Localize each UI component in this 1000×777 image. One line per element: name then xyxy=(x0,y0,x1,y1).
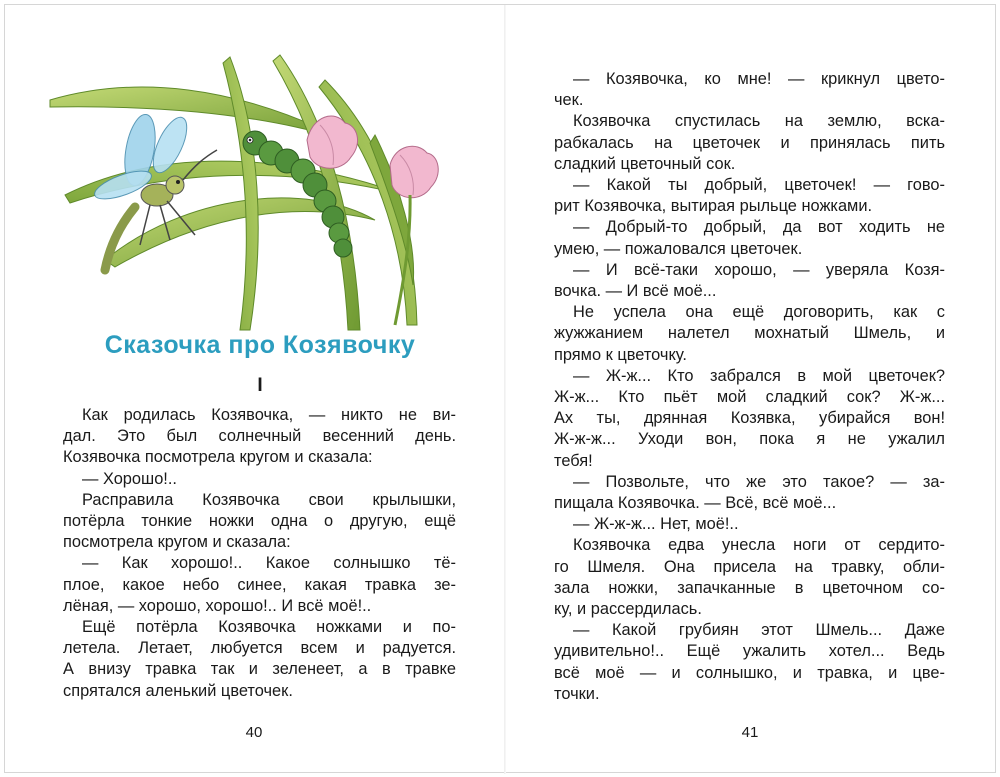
text-line: — Козявочка, ко мне! — крикнул цвето- xyxy=(573,70,945,88)
text-line: Ж-ж-ж... Уходи вон, пока я не ужалил xyxy=(554,430,945,449)
text-line: го Шмеля. Она присела на травку, обли- xyxy=(554,557,945,576)
story-title: Сказочка про Козявочку xyxy=(104,331,416,359)
text-line: Козявочка спустилась на землю, вска- xyxy=(573,112,945,131)
text-line: Ещё потёрла Козявочка ножками и по- xyxy=(82,618,456,637)
text-line: плое, какое небо синее, какая травка зе- xyxy=(63,575,456,594)
text-line: чек. xyxy=(554,91,584,110)
text-line: Ах ты, дрянная Козявка, убирайся вон! xyxy=(554,409,945,428)
book-spread xyxy=(4,4,996,773)
right-page-text xyxy=(554,69,945,705)
text-line: рит Козявочка, вытирая рыльце ножками. xyxy=(554,197,873,216)
text-line: Ж-ж... Кто пьёт мой сладкий сок? Ж-ж... xyxy=(554,388,945,407)
text-line: Расправила Козявочка свои крылышки, xyxy=(82,490,456,509)
text-line: пищала Козявочка. — Всё, всё моё... xyxy=(554,494,837,513)
text-line: — Какой ты добрый, цветочек! — гово- xyxy=(573,176,945,195)
text-line: Козявочка посмотрела кругом и сказала: xyxy=(63,448,373,467)
text-line: лёная, — хорошо, хорошо!.. И всё моё!.. xyxy=(63,596,372,615)
text-line: — Позвольте, что же это такое? — за- xyxy=(573,472,945,491)
text-line: зала ножки, запачканные в цветочном со- xyxy=(554,578,945,597)
page-number-left: 40 xyxy=(245,724,263,741)
text-line: — Ж-ж-ж... Нет, моё!.. xyxy=(573,515,739,534)
text-line: — И всё-таки хорошо, — уверяла Козя- xyxy=(573,260,945,279)
text-line: посмотрела кругом и сказала: xyxy=(63,533,291,552)
text-line: — Какой грубиян этот Шмель... Даже xyxy=(573,621,945,640)
text-line: Не успела она ещё договорить, как с xyxy=(573,303,945,322)
text-line: точки. xyxy=(554,684,600,703)
text-line: А внизу травка так и зеленеет, а в травке xyxy=(63,660,456,679)
text-line: спрятался аленький цветочек. xyxy=(63,681,293,700)
grass-illustration xyxy=(45,45,465,335)
text-line: прямо к цветочку. xyxy=(554,345,687,364)
text-line: всё моё — и солнышко, и травка, и цве- xyxy=(554,663,945,682)
text-line: дал. Это был солнечный весенний день. xyxy=(63,427,456,446)
text-line: удивительно!.. Ещё ужалить хотел... Ведь xyxy=(554,642,945,661)
text-line: потёрла тонкие ножки одна о другую, ещё xyxy=(63,512,456,531)
page-number-right: 41 xyxy=(741,724,759,741)
text-line: тебя! xyxy=(554,451,593,470)
text-line: ку, и рассердилась. xyxy=(554,600,702,619)
chapter-number: I xyxy=(257,375,263,396)
text-line: вочка. — И всё моё... xyxy=(554,282,717,301)
text-line: — Добрый-то добрый, да вот ходить не xyxy=(573,218,945,237)
book-gutter xyxy=(504,5,506,774)
left-page-text xyxy=(63,405,456,702)
text-line: — Как хорошо!.. Какое солнышко тё- xyxy=(82,554,456,573)
text-line: летела. Летает, любуется всем и радуется. xyxy=(63,639,456,658)
text-line: — Ж-ж... Кто забрался в мой цветочек? xyxy=(573,366,945,385)
text-line: сладкий цветочный сок. xyxy=(554,154,736,173)
text-line: жужжанием налетел мохнатый Шмель, и xyxy=(554,324,945,343)
text-line: Козявочка едва унесла ноги от сердито- xyxy=(573,536,945,555)
text-line: — Хорошо!.. xyxy=(82,469,177,488)
text-line: рабкалась на цветочек и принялась пить xyxy=(554,133,945,152)
text-line: Как родилась Козявочка, — никто не ви- xyxy=(82,406,456,424)
text-line: умею, — пожаловался цветочек. xyxy=(554,239,803,258)
